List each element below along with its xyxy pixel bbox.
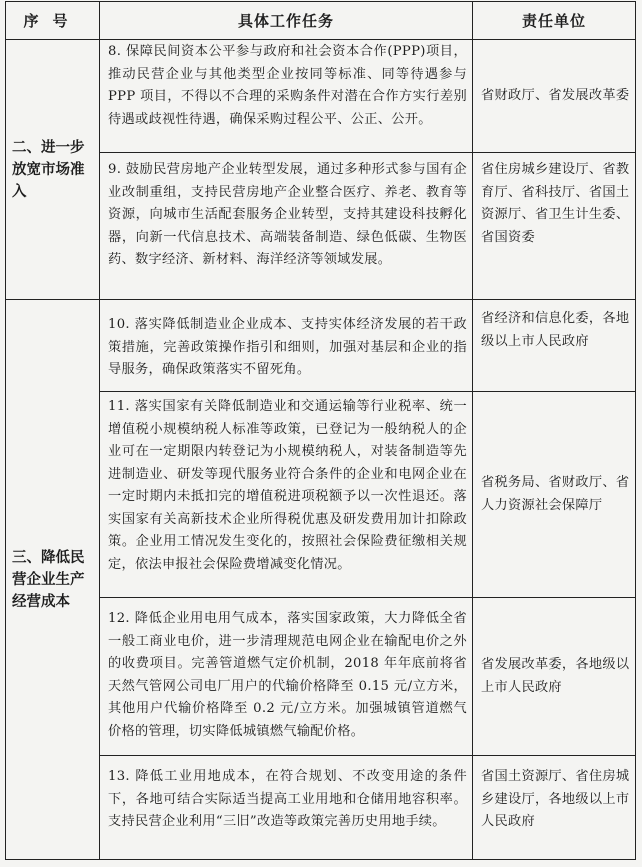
- table-row: [6, 153, 636, 300]
- unit-text: 省税务局、省财政厅、省人力资源社会保障厅: [481, 475, 630, 513]
- unit-text: 省经济和信息化委，各地级以上市人民政府: [481, 311, 630, 349]
- unit-text: 省财政厅、省发展改革委: [481, 87, 630, 103]
- unit-text: 省国土资源厅、省住房城乡建设厅，各地级以上市人民政府: [481, 769, 630, 829]
- unit-cell: [473, 40, 636, 153]
- table-row: [6, 598, 636, 756]
- category-cell: 三、降低民营企业生产经营成本: [6, 300, 100, 860]
- task-text: 12. 降低企业用电用气成本，落实国家政策，大力降低全省一般工商业电价，进一步清理规范电网企业在输配电价之外的收费项目。完善管道燃气定价机制，2018 年年底前将省天然气管网公司电厂用户的代输价格降至 0.15 元/立方米，其他用户代输价格降至 0.2 元/立方米。加强城镇管道燃气价格的管理，切实降低城镇燃气输配价格。: [108, 611, 467, 739]
- unit-cell: [473, 392, 636, 598]
- table-header-row: [6, 2, 636, 40]
- unit-text: 省发展改革委，各地级以上市人民政府: [481, 657, 630, 695]
- task-cell: [100, 756, 473, 860]
- task-text: 9. 鼓励民营房地产企业转型发展，通过多种形式参与国有企业改制重组，支持民营房地产企业整合医疗、养老、教育等资源，向城市生活配套服务企业转型，支持其建设科技孵化器，向新一代信息技术、高端装备制造、绿色低碳、生物医药、数字经济、新材料、海洋经济等领域发展。: [108, 162, 467, 267]
- unit-cell: [473, 756, 636, 860]
- task-cell: [100, 392, 473, 598]
- category-cell: 二、进一步放宽市场准入: [6, 40, 100, 300]
- table-row: [6, 40, 636, 153]
- task-cell: [100, 153, 473, 300]
- unit-text: 省住房城乡建设厅、省教育厅、省科技厅、省国土资源厅、省卫生计生委、省国资委: [481, 162, 630, 245]
- task-text: 10. 落实降低制造业企业成本、支持实体经济发展的若干政策措施，完善政策操作指引和细则，加强对基层和企业的指导服务，确保政策落实不留死角。: [108, 317, 467, 377]
- table-row: [6, 300, 636, 392]
- unit-cell: [473, 598, 636, 756]
- unit-cell: [473, 153, 636, 300]
- header-seq: 序号: [6, 2, 100, 40]
- task-cell: [100, 300, 473, 392]
- task-text: 11. 落实国家有关降低制造业和交通运输等行业税率、统一增值税小规模纳税人标准等政策，已登记为一般纳税人的企业可在一定期限内转登记为小规模纳税人，对装备制造等先进制造业、研发等现代服务业符合条件的企业和电网企业在一定时期内未抵扣完的增值税进项税额予以一次性退还。落实国家有关高新技术企业所得税优惠及研发费用加计扣除政策。企业用工情况发生变化的，按照社会保险费征缴相关规定，依法申报社会保险费增减变化情况。: [108, 399, 467, 572]
- task-cell: [100, 598, 473, 756]
- task-text: 13. 降低工业用地成本，在符合规划、不改变用途的条件下，各地可结合实际适当提高工业用地和仓储用地容积率。支持民营企业利用“三旧”改造等政策完善历史用地手续。: [108, 769, 467, 829]
- unit-cell: [473, 300, 636, 392]
- header-unit: 责任单位: [473, 2, 636, 40]
- header-task: 具体工作任务: [100, 2, 473, 40]
- task-text: 8. 保障民间资本公平参与政府和社会资本合作(PPP)项目，推动民营企业与其他类型企业按同等标准、同等待遇参与 PPP 项目，不得以不合理的采购条件对潜在合作方实行差别待遇或歧视性待遇，确保采购过程公平、公正、公开。: [108, 44, 467, 127]
- table-row: [6, 392, 636, 598]
- table-row: [6, 756, 636, 860]
- task-table: [5, 1, 636, 860]
- task-cell: [100, 40, 473, 153]
